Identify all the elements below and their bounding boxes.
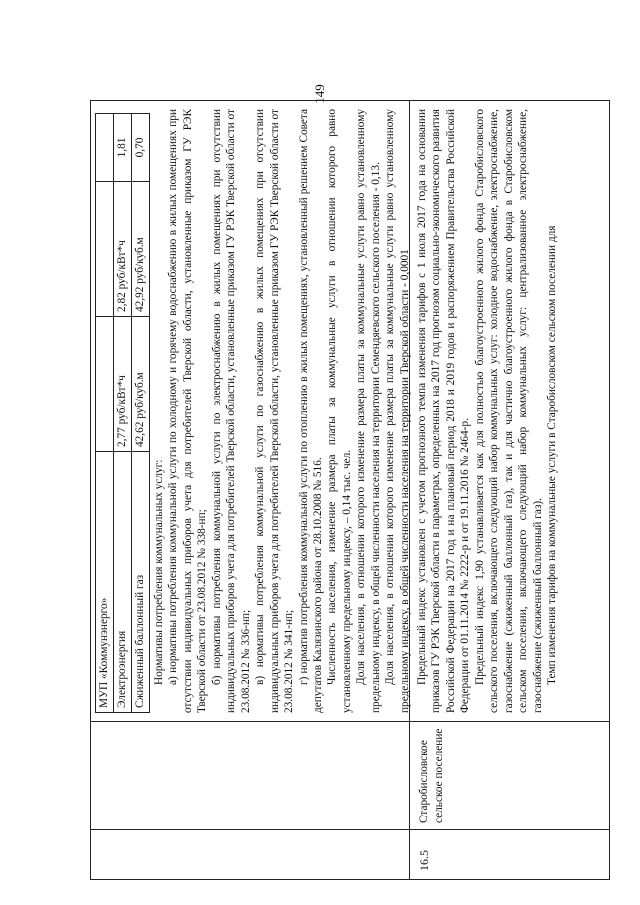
- settlement-name: Старобисловское сельское поселение: [418, 728, 445, 823]
- tariff-rate-paragraph: Темп изменения тарифов на коммунальные услуги в Старобисловском сельском поселении для: [546, 225, 559, 685]
- population-share-region: Доля населения, в отношении которого изменение размера платы за коммунальные услуги равно установленному предельному индексу, в общей численности населения на территории Тверской области - 0,0001: [384, 109, 411, 713]
- rates-table-header: МУП «Коммунэнерго»: [96, 452, 114, 713]
- row-number: 16.5: [417, 850, 431, 871]
- tariff-first-half: 2,77 руб/кВт*ч: [114, 317, 132, 452]
- population-count: Численность населения, изменение размера платы за коммунальные услуги в отношении которого равно установленному предельному индексу, – 0,14 тыс. чел.: [326, 109, 353, 713]
- service-name: Сжиженный баллонный газ: [132, 452, 150, 713]
- rates-table-header-row: [96, 114, 114, 713]
- page-number: 149: [312, 84, 327, 104]
- tariff-first-half: 42,62 руб/куб.м: [132, 317, 150, 452]
- previous-row-content: [95, 109, 412, 713]
- tariff-index: 0,70: [132, 114, 150, 182]
- tariff-second-half: 2,82 руб/кВт*ч: [114, 182, 132, 317]
- tariff-second-half: 42,92 руб/куб.м: [132, 182, 150, 317]
- norm-g: г) норматив потребления коммунальной услуги по отоплению в жилых помещениях, установленный решением Совета депутатов Калязинского района от 28.10.2008 № 516.: [297, 109, 324, 713]
- row-content: [415, 109, 560, 713]
- justification-paragraph: Предельный индекс установлен с учетом прогнозного темпа изменения тарифов с 1 июля 2017 года на основании приказов ГУ РЭК Тверской области в параметрах, определенных на 2017 год прогнозом социально-экономического развития Российской Федерации на 2017 год и на плановый период 2018 и 2019 годов и распоряжением Правительства Российской Федерации от 01.11.2014 № 2222-р и от 19.11.2016 № 2464-р.: [416, 109, 472, 713]
- document-table: [90, 100, 610, 880]
- tariff-index: 1,81: [114, 114, 132, 182]
- index-scope-paragraph: Предельный индекс 1,90 устанавливается как для полностью благоустроенного жилого фонда Старобисловского сельского поселения, включающего следующий набор коммунальных услуг: холодное водоснабжение, электроснабжение, газоснабжение (сжиженный баллонный газ), так и для частично благоустроенного жилого фонда в Старобисловском сельском поселении, включающего следующий набор коммунальных услуг: централизованное электроснабжение, газоснабжение (сжиженный баллонный газ).: [473, 109, 544, 713]
- norms-intro: Нормативы потребления коммунальных услуг:: [153, 459, 165, 685]
- table-row: [114, 114, 132, 713]
- service-name: Электроэнергия: [114, 452, 132, 713]
- norm-v: в) нормативы потребления коммунальной услуги по газоснабжению в жилых помещениях при отсутствии индивидуальных приборов учета для потребителей Тверской области, установленные приказом ГУ РЭК Тверской области от 23.08.2012 № 341-нп;: [254, 109, 296, 713]
- norm-b: б) нормативы потребления коммунальной услуги по электроснабжению в жилых помещениях при отсутствии индивидуальных приборов учета для потребителей Тверской области, установленные приказом ГУ РЭК Тверской области от 23.08.2012 № 336-нп;: [210, 109, 252, 713]
- settlement-column: [91, 721, 609, 829]
- rotated-content: [90, 100, 610, 880]
- number-column: [91, 829, 609, 879]
- rates-table: [95, 113, 150, 713]
- norm-a: а) нормативы потребления коммунальной услуги по холодному и горячему водоснабжению в жилых помещениях при отсутствии индивидуальных приборов учета для потребителей Тверской области, установленные приказом ГУ РЭК Тверской области от 23.08.2012 № 338-нп;: [167, 109, 209, 713]
- population-share-settlement: Доля населения, в отношении которого изменение размера платы за коммунальные услуги равно установленному предельному индексу, в общей численности населения на территории Семендяевского сельского поселения - 0,13.: [355, 109, 382, 713]
- table-row: [132, 114, 150, 713]
